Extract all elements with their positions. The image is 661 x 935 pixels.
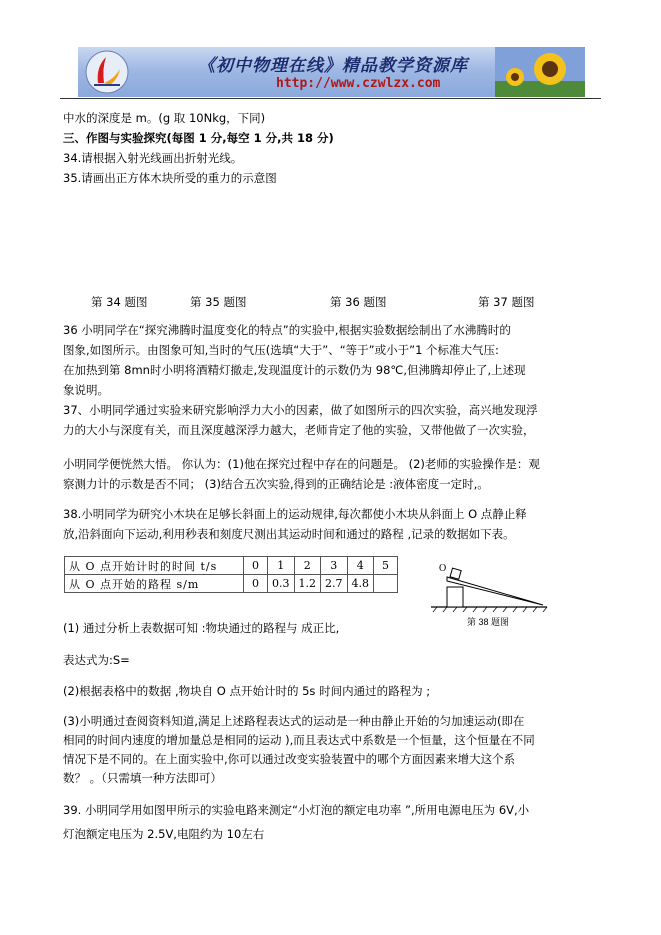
q38-part: 情况下是不同的。在上面实验中,你可以通过改变实验装置中的哪个方面因素来增大这个系 <box>63 752 516 766</box>
ground-hatch <box>433 607 547 612</box>
q37-line: 37、小明同学通过实验来研究影响浮力大小的因素，做了如图所示的四次实验，高兴地发现浮 <box>63 403 538 417</box>
logo-icon <box>84 49 130 95</box>
q36-line: 在加热到第 8mn时小明将酒精灯撤走,发现温度计的示数仍为 98℃,但沸腾却停止了,上述现 <box>63 363 526 377</box>
table-cell: 4 <box>347 557 374 575</box>
table-cell: 2 <box>294 557 321 575</box>
text-line: 中水的深度是 m。(g 取 10Nkg，下同) <box>63 111 266 125</box>
q37-line: 小明同学便恍然大悟。 你认为：(1)他在探究过程中存在的问题是。 (2)老师的实验操作是：观 <box>63 457 540 471</box>
question-34: 34.请根据入射光线画出折射光线。 <box>63 151 243 165</box>
row-label-distance: 从 O 点开始的路程 s/m <box>65 575 244 593</box>
incline-figure <box>427 555 555 635</box>
table-cell: 4.8 <box>347 575 374 593</box>
header-title: 《初中物理在线》精品教学资源库 <box>198 56 468 76</box>
support-block <box>447 587 463 607</box>
table-cell: 0.3 <box>268 575 295 593</box>
q38-part: 表达式为:S= <box>63 653 130 667</box>
header-url[interactable]: http://www.czwlzx.com <box>276 76 441 91</box>
q39-line: 灯泡额定电压为 2.5V,电阻约为 10左右 <box>63 827 265 841</box>
table-cell <box>374 575 398 593</box>
q37-line: 察测力计的示数是否不同； (3)结合五次实验,得到的正确结论是 :液体密度一定时,。 <box>63 477 489 491</box>
q37-line: 力的大小与深度有关，而且深度越深浮力越大，老师肯定了他的实验，又带他做了一次实验， <box>63 423 535 437</box>
q38-part: (1) 通过分析上表数据可知 :物块通过的路程与 成正比, <box>63 621 340 635</box>
wood-block <box>450 568 461 579</box>
q36-line: 36 小明同学在“探究沸腾时温度变化的特点”的实验中,根据实验数据绘制出了水沸腾时的 <box>63 323 511 337</box>
table-row <box>65 575 398 593</box>
caption-36: 第 36 题图 <box>330 295 387 309</box>
header-banner <box>78 47 585 97</box>
q38-part: (3)小明通过查阅资料知道,满足上述路程表达式的运动是一种由静止开始的匀加速运动(即在 <box>63 714 525 728</box>
q38-line: 38.小明同学为研究小木块在足够长斜面上的运动规律,每次都使小木块从斜面上 O 点静止释 <box>63 507 527 521</box>
question-35: 35.请画出正方体木块所受的重力的示意图 <box>63 171 277 185</box>
figure-38-caption: 第 38 题图 <box>467 617 510 627</box>
section-heading: 三、作图与实验探究(每图 1 分,每空 1 分,共 18 分) <box>63 131 334 145</box>
q36-line: 象说明。 <box>63 383 109 397</box>
q36-line: 图象,如图所示。由图象可知,当时的气压(选填“大于”、“等于”或小于”1 个标准大气压: <box>63 343 499 357</box>
table-cell: 0 <box>244 557 268 575</box>
point-o-label: O <box>439 563 447 574</box>
table-cell: 0 <box>244 575 268 593</box>
q38-part: 相同的时间内速度的增加量总是相同的运动 ),而且表达式中系数是一个恒量，这个恒量在不同 <box>63 733 535 747</box>
q38-part: (2)根据表格中的数据 ,物块自 O 点开始计时的 5s 时间内通过的路程为 ; <box>63 684 431 698</box>
caption-34: 第 34 题图 <box>91 295 148 309</box>
table-cell: 1 <box>268 557 295 575</box>
table-cell: 3 <box>321 557 348 575</box>
table-row <box>65 557 398 575</box>
caption-37: 第 37 题图 <box>478 295 535 309</box>
sunflower-image <box>495 47 585 97</box>
table-cell: 1.2 <box>294 575 321 593</box>
data-table <box>64 556 398 593</box>
q38-line: 放,沿斜面向下运动,利用秒表和刻度尺测出其运动时间和通过的路程 ,记录的数据如下表。 <box>63 527 515 541</box>
header-divider <box>60 98 601 99</box>
caption-35: 第 35 题图 <box>190 295 247 309</box>
row-label-time: 从 O 点开始计时的时间 t/s <box>65 557 244 575</box>
table-cell: 5 <box>374 557 398 575</box>
table-cell: 2.7 <box>321 575 348 593</box>
q38-part: 数？ 。（只需填一种方法即可） <box>63 771 222 785</box>
q39-line: 39. 小明同学用如图甲所示的实验电路来测定“小灯泡的额定电功率 ”,所用电源电压为 6V,小 <box>63 803 530 817</box>
